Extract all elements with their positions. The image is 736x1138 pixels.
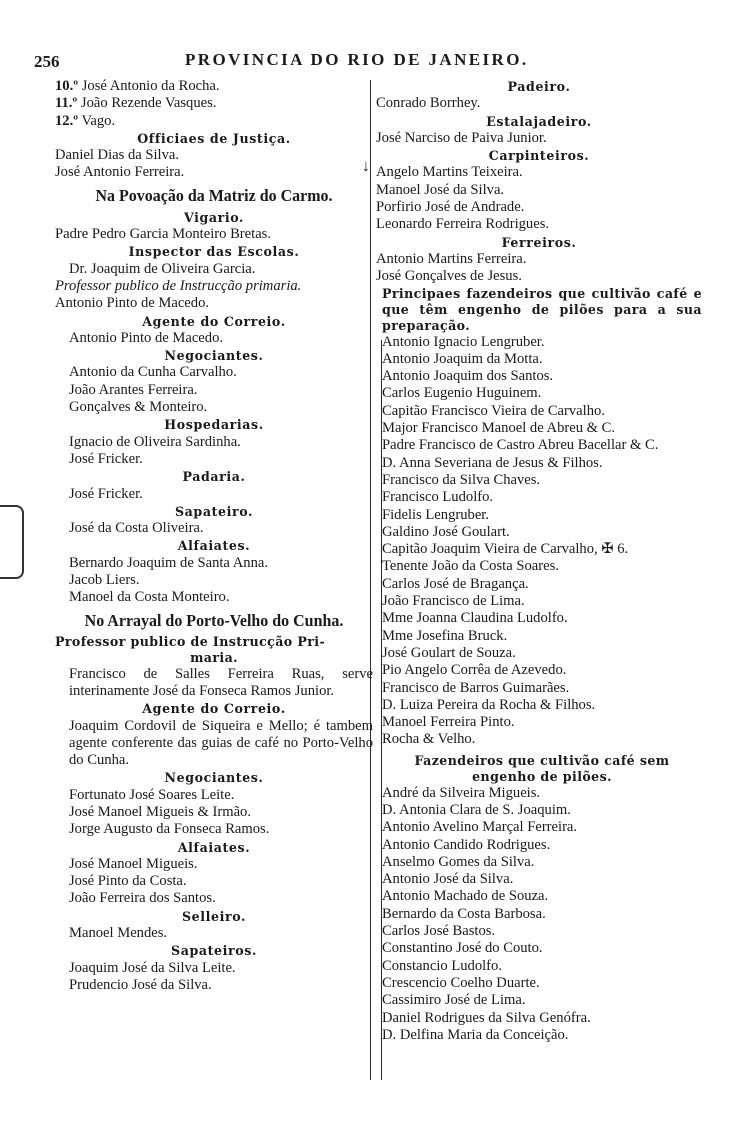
- list-item: 12.º Vago.: [55, 112, 116, 129]
- list-item: Antonio da Cunha Carvalho.: [69, 364, 237, 381]
- list-item: Galdino José Goulart.: [382, 523, 510, 540]
- section-heading: Alfaiates.: [177, 839, 251, 855]
- list-item: Antonio Ignacio Lengruber.: [382, 333, 545, 350]
- list-item: Antonio Candido Rodrigues.: [382, 836, 551, 853]
- list-item: Antonio Machado de Souza.: [382, 888, 549, 905]
- list-item: Padre Pedro Garcia Monteiro Bretas.: [55, 226, 271, 243]
- list-item: Joaquim José da Silva Leite.: [69, 959, 236, 976]
- list-item: Daniel Rodrigues da Silva Genófra.: [382, 1009, 591, 1026]
- list-item: Crescencio Coelho Duarte.: [382, 974, 540, 991]
- section-title: Na Povoação da Matriz do Carmo.: [95, 185, 333, 205]
- list-item: 11.º João Rezende Vasques.: [55, 95, 217, 112]
- section-heading: Negociantes.: [164, 770, 264, 786]
- list-item: Carlos José Bastos.: [382, 923, 496, 940]
- list-item: André da Silveira Migueis.: [382, 784, 541, 801]
- right-column: [376, 78, 702, 1044]
- section-heading: Ferreiros.: [501, 234, 577, 250]
- section-heading: Vigario.: [183, 209, 245, 225]
- list-item: Leonardo Ferreira Rodrigues.: [376, 216, 550, 233]
- margin-binding-mark: [0, 505, 24, 579]
- section-heading: Agente do Correio.: [142, 313, 286, 329]
- list-item: Prudencio José da Silva.: [69, 976, 212, 993]
- list-item: Capitão Francisco Vieira de Carvalho.: [382, 402, 605, 419]
- page-number: 256: [34, 52, 60, 71]
- list-item: João Ferreira dos Santos.: [69, 890, 216, 907]
- list-item: Fidelis Lengruber.: [382, 506, 490, 523]
- list-item: Jorge Augusto da Fonseca Ramos.: [69, 821, 270, 838]
- list-item: Carlos Eugenio Huguinem.: [382, 385, 542, 402]
- list-item: Fortunato José Soares Leite.: [69, 786, 235, 803]
- list-item: Constancio Ludolfo.: [382, 957, 502, 974]
- margin-arrow-mark: ↓: [362, 158, 370, 175]
- list-item: Pio Angelo Corrêa de Azevedo.: [382, 662, 567, 679]
- list-item: Antonio Martins Ferreira.: [376, 250, 527, 267]
- list-item: Dr. Joaquim de Oliveira Garcia.: [69, 260, 256, 277]
- section-heading: Alfaiates.: [177, 538, 251, 554]
- list-item: Cassimiro José de Lima.: [382, 992, 526, 1009]
- section-heading: Professor publico de Instrucção Pri- maria.: [55, 633, 326, 665]
- list-item: Antonio Joaquim dos Santos.: [382, 368, 554, 385]
- list-item: João Arantes Ferreira.: [69, 381, 198, 398]
- list-item: Manoel José da Silva.: [376, 181, 505, 198]
- section-heading: Estalajadeiro.: [486, 113, 592, 129]
- list-item: Mme Joanna Claudina Ludolfo.: [382, 610, 568, 627]
- list-item: Major Francisco Manoel de Abreu & C.: [382, 420, 616, 437]
- list-item: Francisco Ludolfo.: [382, 489, 494, 506]
- list-item: João Francisco de Lima.: [382, 593, 525, 610]
- list-item: José Fricker.: [69, 450, 143, 467]
- running-header: PROVINCIA DO RIO DE JANEIRO.: [185, 50, 529, 69]
- section-heading: Inspector das Escolas.: [128, 244, 300, 260]
- list-item: D. Luiza Pereira da Rocha & Filhos.: [382, 696, 596, 713]
- list-item: Bernardo Joaquim de Santa Anna.: [69, 554, 268, 571]
- section-heading: Fazendeiros que cultivão café sem engenho de pilões.: [414, 752, 670, 784]
- list-item: Porfirio José de Andrade.: [376, 199, 525, 216]
- list-item: José Narciso de Paiva Junior.: [376, 129, 547, 146]
- list-item: Daniel Dias da Silva.: [55, 147, 180, 164]
- list-item: D. Anna Severiana de Jesus & Filhos.: [382, 454, 603, 471]
- list-item: José Goulart de Souza.: [382, 644, 516, 661]
- list-item: Francisco de Salles Ferreira Ruas, serve interinamente José da Fonseca Ramos Junior.: [69, 665, 373, 699]
- list-item: José Manoel Migueis & Irmão.: [69, 803, 251, 820]
- left-column: [55, 78, 373, 994]
- list-item: D. Delfina Maria da Conceição.: [382, 1026, 569, 1043]
- list-item: Joaquim Cordovil de Siqueira e Mello; é tambem agente conferente das guias de café no Porto-Velho do Cunha.: [69, 717, 373, 769]
- list-item: Gonçalves & Monteiro.: [69, 399, 208, 416]
- list-item: Padre Francisco de Castro Abreu Bacellar & C.: [382, 437, 659, 454]
- section-heading: Sapateiros.: [171, 943, 257, 959]
- list-item: Capitão Joaquim Vieira de Carvalho, ✠ 6.: [382, 541, 629, 558]
- list-item: Constantino José do Couto.: [382, 940, 543, 957]
- list-item: D. Antonia Clara de S. Joaquim.: [382, 801, 571, 818]
- section-heading: Sapateiro.: [174, 503, 254, 519]
- list-item: Francisco da Silva Chaves.: [382, 471, 541, 488]
- list-item: Manoel Ferreira Pinto.: [382, 714, 515, 731]
- list-item: Francisco de Barros Guimarães.: [382, 679, 570, 696]
- list-item: Manoel da Costa Monteiro.: [69, 589, 230, 606]
- list-item: Ignacio de Oliveira Sardinha.: [69, 433, 241, 450]
- list-item: Antonio José da Silva.: [382, 871, 514, 888]
- section-heading: Carpinteiros.: [488, 148, 590, 164]
- section-heading: Principaes fazendeiros que cultivão café e que têm engenho de pilões para a sua preparação.: [382, 285, 702, 333]
- list-item: José Gonçalves de Jesus.: [376, 268, 522, 285]
- section-heading: Padaria.: [182, 469, 246, 485]
- list-item: Bernardo da Costa Barbosa.: [382, 905, 546, 922]
- section-heading: Officiaes de Justiça.: [137, 130, 291, 146]
- list-item: 10.º José Antonio da Rocha.: [55, 78, 220, 94]
- list-item: Manoel Mendes.: [69, 925, 168, 942]
- list-item: Tenente João da Costa Soares.: [382, 558, 559, 575]
- list-item: José da Costa Oliveira.: [69, 520, 204, 537]
- section-heading: Padeiro.: [507, 79, 571, 94]
- list-item: Anselmo Gomes da Silva.: [382, 853, 535, 870]
- list-item: Jacob Liers.: [69, 572, 140, 589]
- list-item: Mme Josefina Bruck.: [382, 627, 508, 644]
- section-heading: Agente do Correio.: [142, 701, 286, 717]
- list-item: Antonio Avelino Marçal Ferreira.: [382, 819, 578, 836]
- list-item: Angelo Martins Teixeira.: [376, 164, 523, 181]
- list-item: Carlos José de Bragança.: [382, 575, 529, 592]
- section-heading: Hospedarias.: [164, 417, 264, 433]
- section-heading: Negociantes.: [164, 348, 264, 364]
- section-heading: Professor publico de Instrucção primaria.: [55, 277, 302, 294]
- list-item: Antonio Pinto de Macedo.: [69, 329, 224, 346]
- list-item: José Antonio Ferreira.: [55, 164, 185, 181]
- list-item: José Manoel Migueis.: [69, 855, 198, 872]
- list-item: José Fricker.: [69, 485, 143, 502]
- list-item: Antonio Pinto de Macedo.: [55, 295, 210, 312]
- list-item: Antonio Joaquim da Motta.: [382, 350, 543, 367]
- section-title: No Arrayal do Porto-Velho do Cunha.: [84, 610, 344, 630]
- list-item: Conrado Borrhey.: [376, 95, 481, 112]
- list-item: José Pinto da Costa.: [69, 873, 187, 890]
- section-heading: Selleiro.: [181, 908, 247, 924]
- list-item: Rocha & Velho.: [382, 731, 476, 748]
